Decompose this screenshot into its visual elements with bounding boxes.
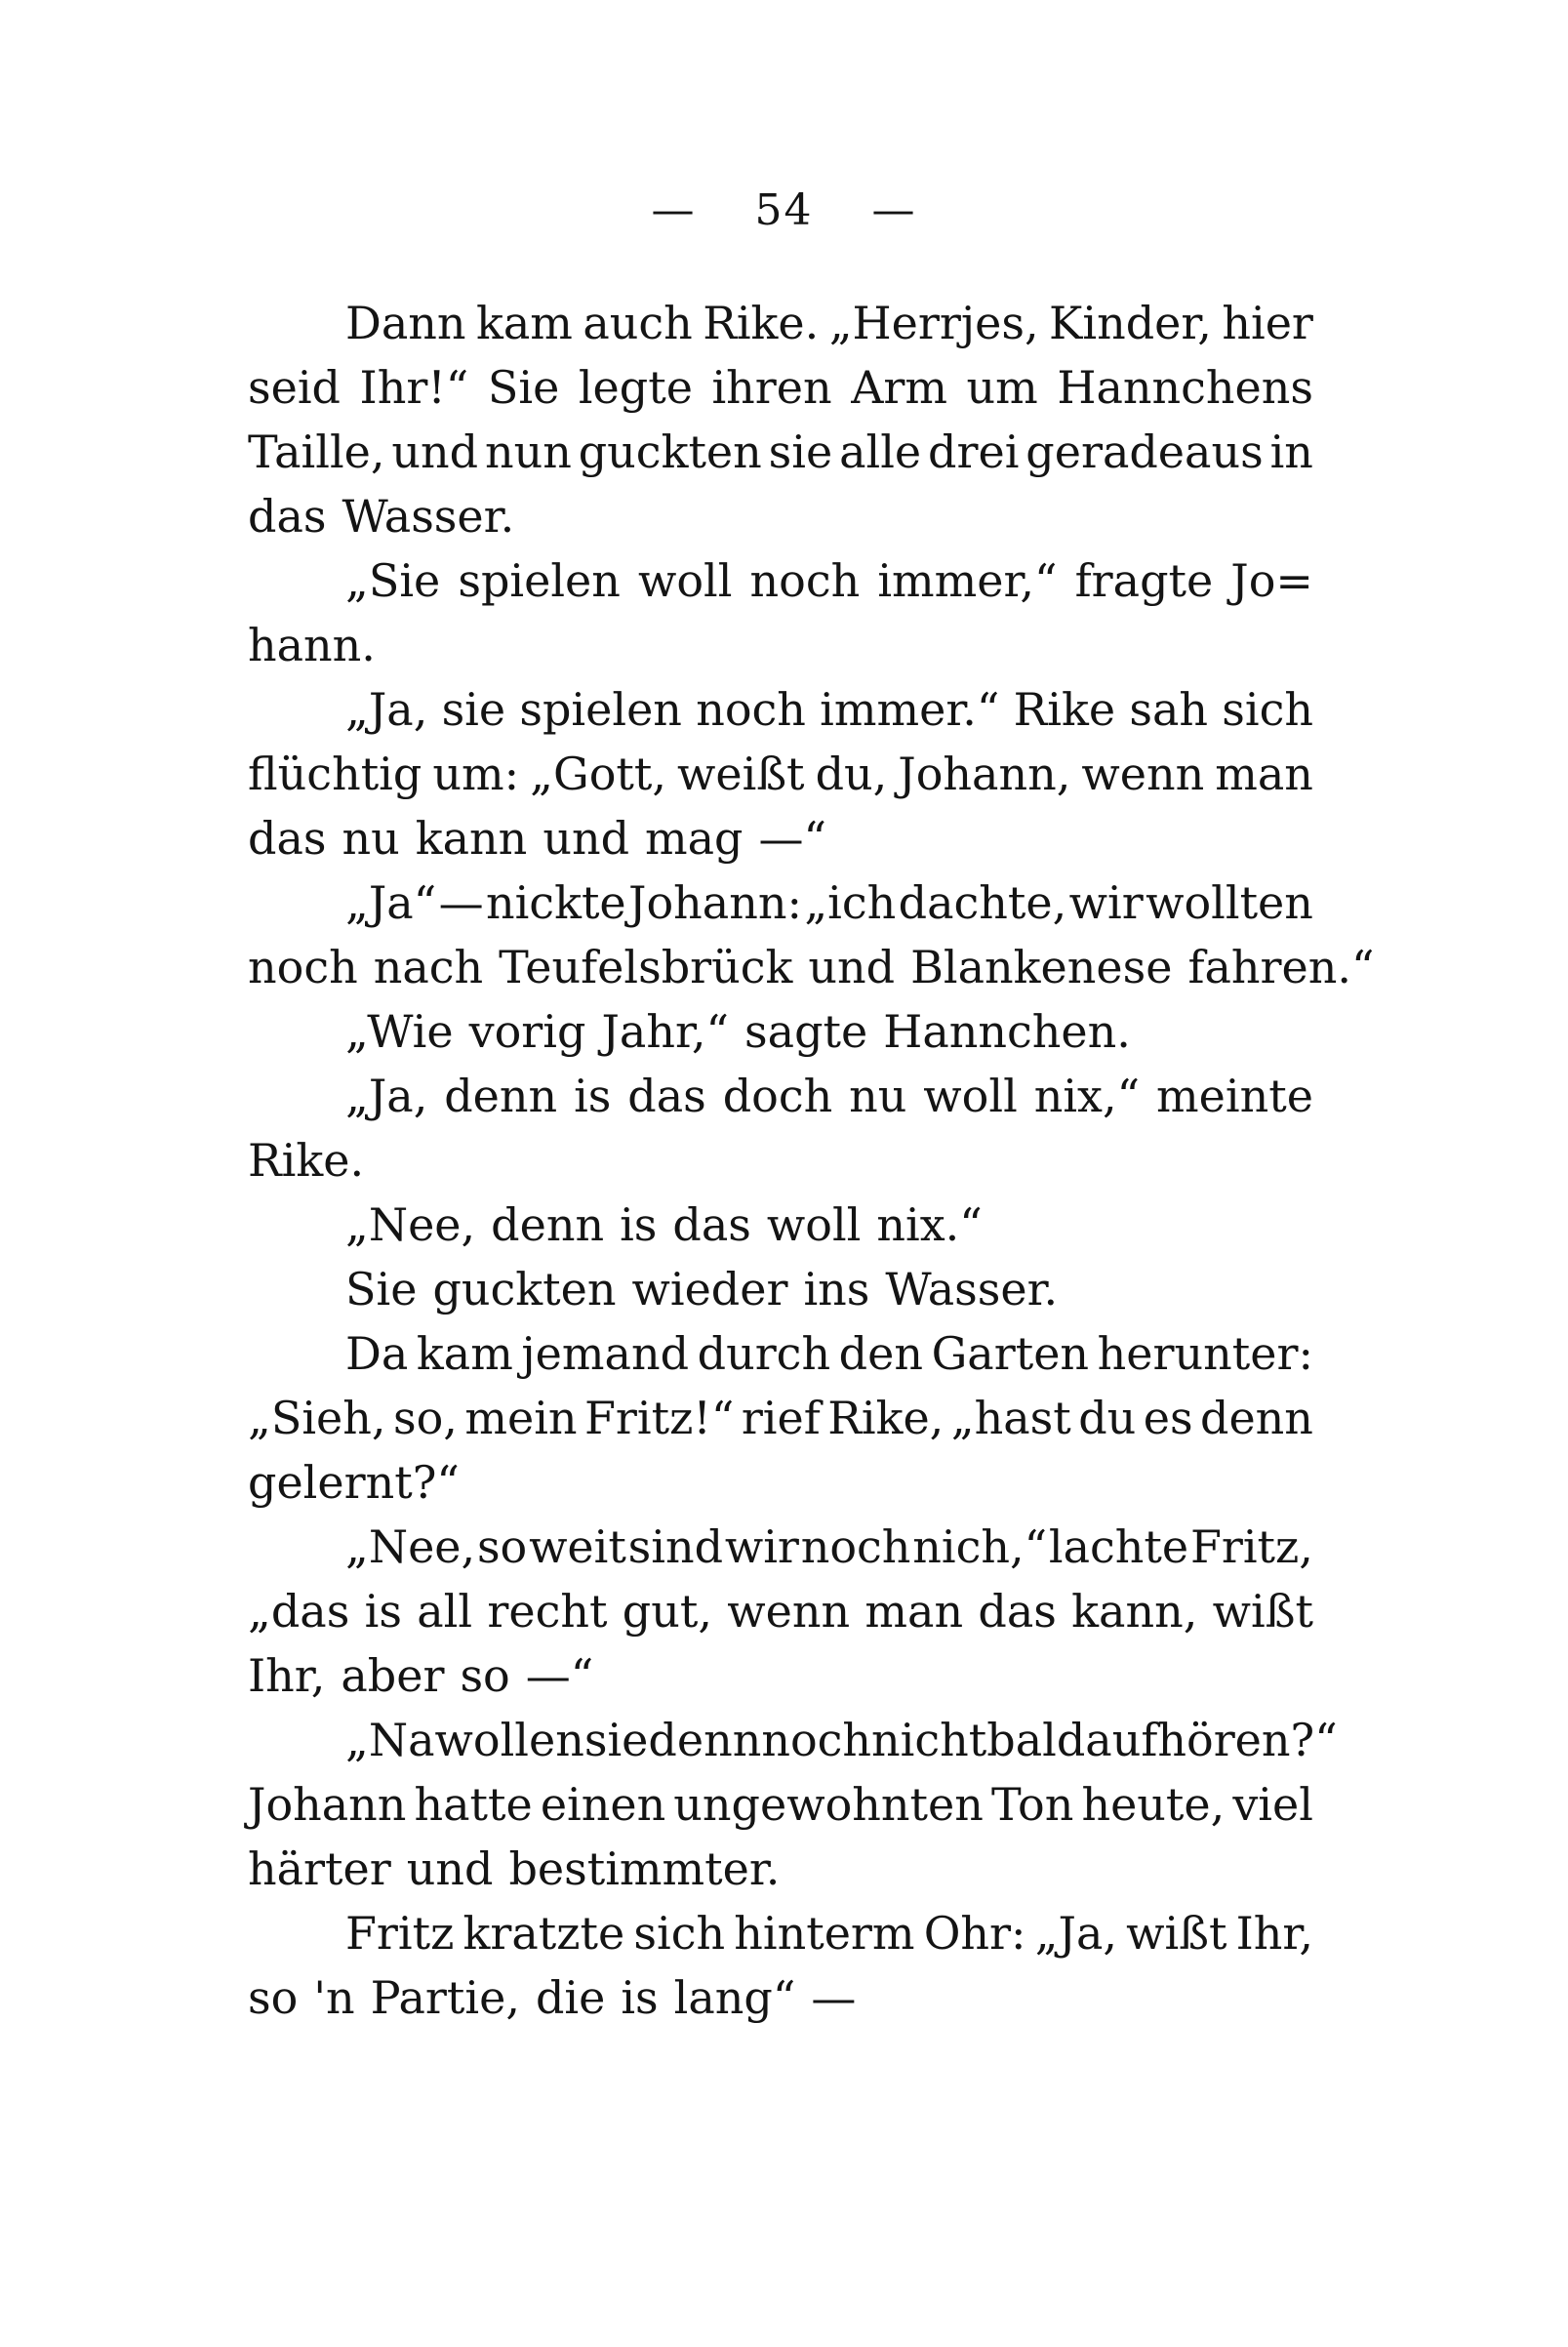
word: Rike. xyxy=(703,297,820,349)
word: Ihr, xyxy=(248,1649,326,1702)
text-line xyxy=(248,1579,1313,1643)
word: Garten xyxy=(931,1327,1090,1380)
word: durch xyxy=(697,1327,831,1380)
word: meinte xyxy=(1156,1070,1313,1122)
word: flüchtig xyxy=(248,748,422,800)
word: wenn xyxy=(1081,748,1205,800)
word: viel xyxy=(1232,1778,1313,1831)
word: Kinder, xyxy=(1049,297,1212,349)
word: nickte xyxy=(485,876,626,929)
word: und xyxy=(406,1842,494,1895)
text-line xyxy=(248,1321,1313,1386)
word: hier xyxy=(1222,297,1313,349)
word: noch xyxy=(696,683,806,736)
word: vorig xyxy=(468,1005,586,1058)
word: lachte xyxy=(1048,1520,1189,1573)
word: „Gott, xyxy=(530,748,666,800)
word: wollten xyxy=(1146,876,1313,929)
word: „Nee, xyxy=(345,1520,476,1573)
word: is xyxy=(574,1070,612,1122)
word: das xyxy=(627,1070,706,1122)
word: wollen xyxy=(434,1714,584,1766)
word: nu xyxy=(342,812,400,865)
text-line xyxy=(248,420,1313,484)
word: Johann xyxy=(248,1778,407,1831)
word: is xyxy=(364,1585,402,1638)
word: drei xyxy=(928,425,1020,478)
text-line xyxy=(248,1837,1313,1901)
word: legte xyxy=(578,361,693,414)
text-line xyxy=(248,1708,1338,1772)
text-line xyxy=(248,1257,1313,1321)
word: „ich xyxy=(804,876,897,929)
word: sagte xyxy=(744,1005,868,1058)
page-number: 54 xyxy=(754,185,814,235)
text-line xyxy=(248,613,1313,677)
word: man xyxy=(864,1585,964,1638)
word: geradeaus xyxy=(1025,425,1264,478)
text-line xyxy=(248,870,1313,935)
text-line xyxy=(248,1901,1313,1965)
word: — xyxy=(811,1971,857,2024)
word: Ohr: xyxy=(923,1907,1026,1960)
word: Jahr,“ xyxy=(601,1005,730,1058)
word: so xyxy=(460,1649,510,1702)
word: das xyxy=(248,812,327,865)
word: sie xyxy=(441,683,506,736)
word: „Ja, xyxy=(345,1070,428,1122)
word: woll xyxy=(923,1070,1018,1122)
text-line xyxy=(248,1064,1313,1128)
word: gut, xyxy=(622,1585,712,1638)
word: hatte xyxy=(414,1778,533,1831)
text-line xyxy=(248,484,1313,548)
word: kam xyxy=(475,297,573,349)
word: Partie, xyxy=(370,1971,520,2024)
word: spielen xyxy=(458,554,621,607)
word: so xyxy=(476,1520,528,1573)
word: weißt xyxy=(677,748,805,800)
word: das xyxy=(672,1198,751,1251)
text-line xyxy=(248,1450,1313,1515)
word: aufhören?“ xyxy=(1085,1714,1338,1766)
text-line xyxy=(248,1386,1313,1450)
text-line xyxy=(248,1193,1313,1257)
word: du xyxy=(1078,1392,1137,1444)
text-line xyxy=(248,677,1313,742)
word: nun xyxy=(484,425,572,478)
word: sah xyxy=(1129,683,1209,736)
text-line xyxy=(248,1965,1313,2030)
word: 'n xyxy=(313,1971,355,2024)
word: bald xyxy=(986,1714,1086,1766)
word: Arm xyxy=(851,361,948,414)
word: ungewohnten xyxy=(673,1778,984,1831)
word: „Ja, xyxy=(1034,1907,1117,1960)
word: Dann xyxy=(345,297,466,349)
word: noch xyxy=(749,554,861,607)
word: kam xyxy=(416,1327,513,1380)
word: seid xyxy=(248,361,341,414)
word: denn xyxy=(1200,1392,1313,1444)
word: ins xyxy=(803,1263,870,1315)
body-text xyxy=(248,291,1375,2030)
word: wir xyxy=(724,1520,799,1573)
word: Rike xyxy=(1013,683,1116,736)
word: härter xyxy=(248,1842,391,1895)
word: immer.“ xyxy=(820,683,1000,736)
word: man xyxy=(1215,748,1313,800)
word: weit xyxy=(529,1520,626,1573)
word: um: xyxy=(432,748,520,800)
word: auch xyxy=(583,297,693,349)
word: herunter: xyxy=(1097,1327,1313,1380)
word: das xyxy=(978,1585,1057,1638)
word: spielen xyxy=(519,683,682,736)
word: guckten xyxy=(432,1263,617,1315)
word: so xyxy=(248,1971,299,2024)
word: Johann, xyxy=(898,748,1071,800)
word: Hannchens xyxy=(1057,361,1313,414)
text-line xyxy=(248,742,1313,806)
word: aber xyxy=(341,1649,445,1702)
word: so, xyxy=(392,1392,458,1444)
word: „das xyxy=(248,1585,350,1638)
word: „Wie xyxy=(345,1005,454,1058)
word: woll xyxy=(766,1198,862,1251)
word: fragte xyxy=(1074,554,1214,607)
text-line xyxy=(248,1128,1313,1193)
word: kann, xyxy=(1071,1585,1198,1638)
word: Fritz, xyxy=(1189,1520,1313,1573)
word: du, xyxy=(815,748,888,800)
word: all xyxy=(417,1585,473,1638)
word: rief xyxy=(741,1392,821,1444)
word: denn xyxy=(648,1714,762,1766)
word: einen xyxy=(540,1778,666,1831)
word: um xyxy=(966,361,1038,414)
word: —“ xyxy=(525,1649,594,1702)
word: recht xyxy=(487,1585,608,1638)
word: Fritz!“ xyxy=(584,1392,735,1444)
word: Rike. xyxy=(248,1134,365,1187)
word: is xyxy=(620,1198,658,1251)
word: wißt xyxy=(1212,1585,1313,1638)
word: Jo= xyxy=(1230,554,1313,607)
word: Ihr, xyxy=(1235,1907,1313,1960)
word: bestimmter. xyxy=(508,1842,781,1895)
word: nich,“ xyxy=(912,1520,1048,1573)
word: Taille, xyxy=(248,425,385,478)
word: Wasser. xyxy=(342,490,515,543)
word: sind xyxy=(627,1520,724,1573)
word: das xyxy=(248,490,327,543)
page-number-dash-left: — xyxy=(651,185,697,235)
word: dachte, xyxy=(898,876,1067,929)
word: Hannchen. xyxy=(883,1005,1131,1058)
page-number-dash-right: — xyxy=(871,185,917,235)
word: sich xyxy=(633,1907,726,1960)
word: hinterm xyxy=(734,1907,915,1960)
word: woll xyxy=(637,554,733,607)
word: Fritz xyxy=(345,1907,455,1960)
word: Ihr!“ xyxy=(359,361,469,414)
word: heute, xyxy=(1081,1778,1226,1831)
word: sie xyxy=(583,1714,649,1766)
word: nicht xyxy=(871,1714,987,1766)
word: wir xyxy=(1068,876,1144,929)
word: noch xyxy=(248,941,358,993)
word: in xyxy=(1269,425,1313,478)
word: „Herrjes, xyxy=(828,297,1039,349)
word: „hast xyxy=(950,1392,1071,1444)
word: „Sie xyxy=(345,554,441,607)
word: guckten xyxy=(578,425,762,478)
word: Teufelsbrück xyxy=(499,941,793,993)
word: „Ja, xyxy=(345,683,428,736)
word: wieder xyxy=(631,1263,788,1315)
word: und xyxy=(543,812,630,865)
word: und xyxy=(391,425,479,478)
word: doch xyxy=(722,1070,833,1122)
word: wenn xyxy=(727,1585,851,1638)
word: denn xyxy=(444,1070,558,1122)
word: denn xyxy=(491,1198,605,1251)
word: die xyxy=(535,1971,606,2024)
word: und xyxy=(808,941,896,993)
text-line xyxy=(248,548,1313,613)
word: jemand xyxy=(521,1327,690,1380)
word: gelernt?“ xyxy=(248,1456,460,1509)
word: kann xyxy=(415,812,528,865)
word: ihren xyxy=(711,361,832,414)
word: noch xyxy=(800,1520,911,1573)
word: kratzte xyxy=(462,1907,625,1960)
word: mag xyxy=(645,812,744,865)
word: nix.“ xyxy=(876,1198,983,1251)
word: noch xyxy=(761,1714,872,1766)
word: sich xyxy=(1222,683,1313,736)
word: „Ja“ xyxy=(345,876,437,929)
word: immer,“ xyxy=(877,554,1058,607)
word: is xyxy=(621,1971,659,2024)
word: „Nee, xyxy=(345,1198,476,1251)
word: lang“ xyxy=(673,1971,796,2024)
word: Wasser. xyxy=(885,1263,1059,1315)
word: Rike, xyxy=(827,1392,945,1444)
text-line xyxy=(248,999,1313,1064)
page-number-header xyxy=(0,185,1568,235)
word: Blankenese xyxy=(910,941,1173,993)
word: Da xyxy=(345,1327,409,1380)
text-line xyxy=(248,355,1313,420)
text-line xyxy=(248,291,1313,355)
word: es xyxy=(1143,1392,1193,1444)
word: nu xyxy=(849,1070,907,1122)
word: fahren.“ xyxy=(1187,941,1375,993)
word: hann. xyxy=(248,619,376,671)
word: nix,“ xyxy=(1033,1070,1141,1122)
word: „Na xyxy=(345,1714,435,1766)
word: Sie xyxy=(487,361,560,414)
text-line xyxy=(248,935,1375,999)
word: Ton xyxy=(990,1778,1074,1831)
text-line xyxy=(248,806,1313,870)
word: „Sieh, xyxy=(248,1392,386,1444)
word: Johann: xyxy=(628,876,802,929)
word: alle xyxy=(839,425,922,478)
word: den xyxy=(838,1327,923,1380)
word: —“ xyxy=(758,812,827,865)
word: nach xyxy=(373,941,484,993)
text-line xyxy=(248,1643,1313,1708)
word: sie xyxy=(768,425,833,478)
text-line xyxy=(248,1515,1313,1579)
word: mein xyxy=(464,1392,578,1444)
text-line xyxy=(248,1772,1313,1837)
word: wißt xyxy=(1126,1907,1227,1960)
word: — xyxy=(438,876,484,929)
word: Sie xyxy=(345,1263,418,1315)
